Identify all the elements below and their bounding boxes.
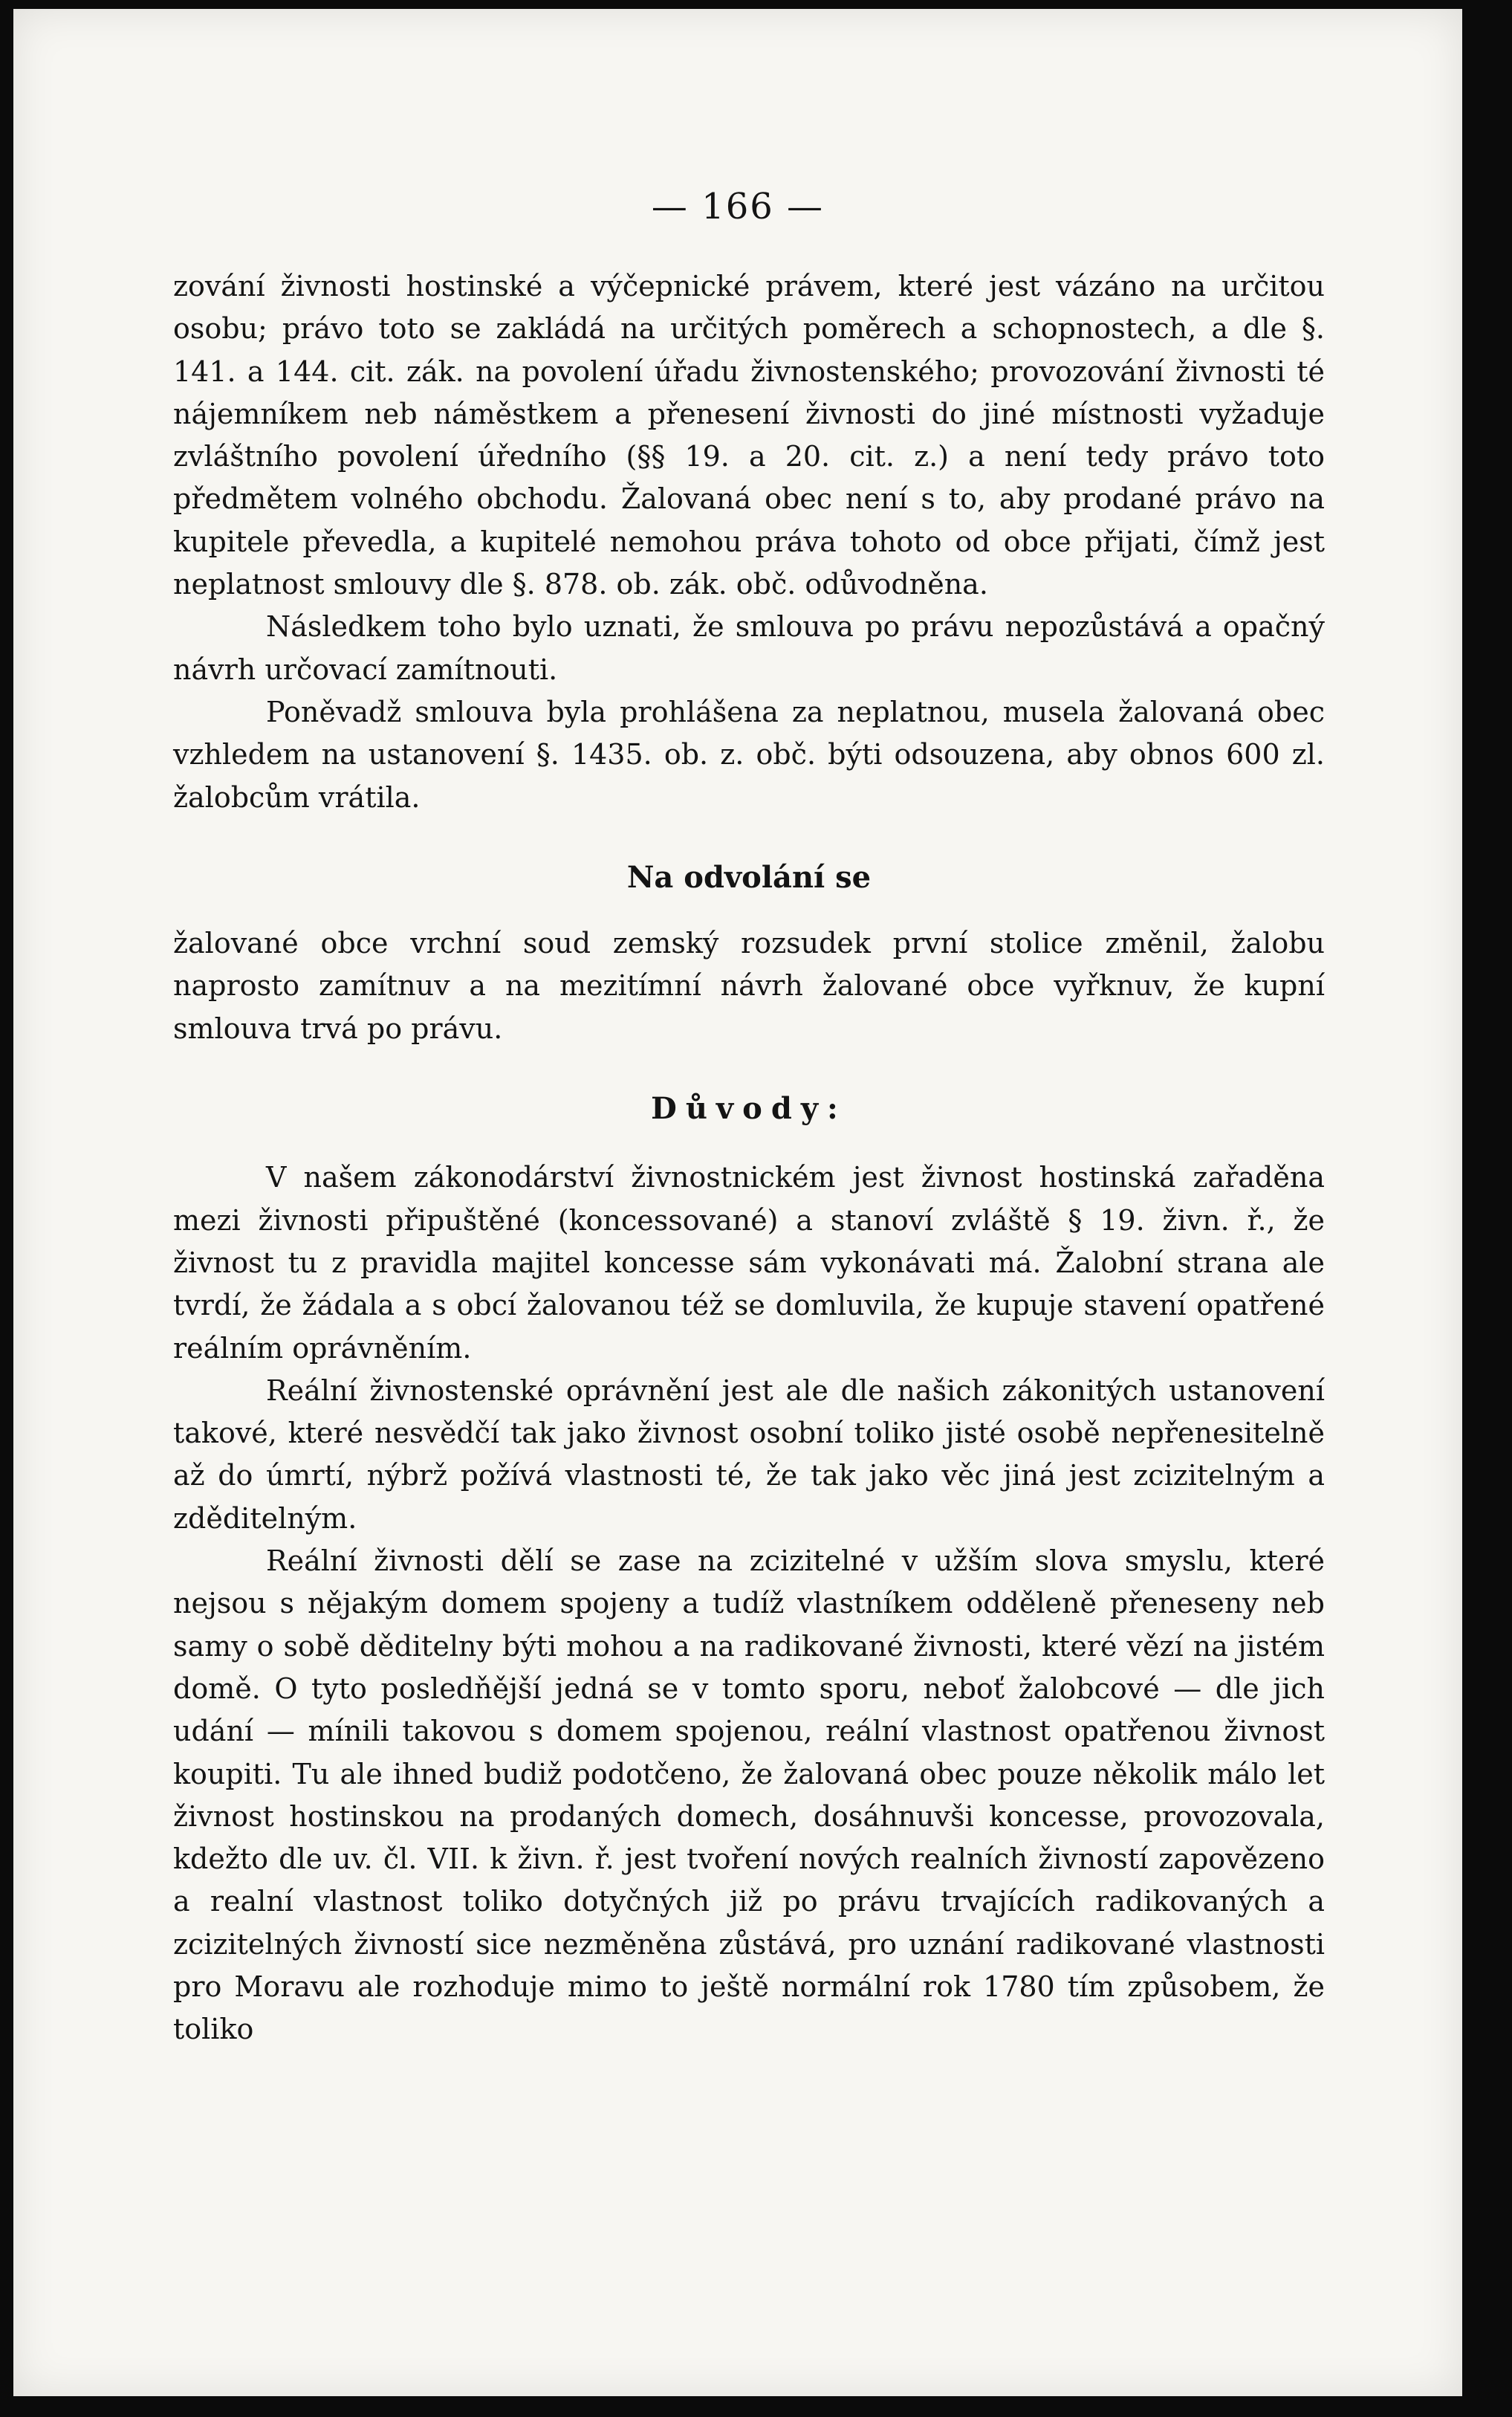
body-text xyxy=(173,265,1325,2051)
heading-reasons: Důvody: xyxy=(651,1091,847,1127)
paragraph-sentence: Poněvadž smlouva byla prohlášena za neplatnou, musela žalovaná obec vzhledem na ustanovení §. 1435. ob. z. obč. býti odsouzena, aby obnos 600 zl. žalobcům vrátila. xyxy=(173,695,1325,814)
paragraph-reason-2: Reální živnostenské oprávnění jest ale dle našich zákonitých ustanovení takové, které nesvědčí tak jako živnost osobní toliko jisté osobě nepřenesitelně až do úmrtí, nýbrž požívá vlastnosti té, že tak jako věc jiná jest zcizitelným a zděditelným. xyxy=(173,1373,1325,1535)
paragraph-reason-1: V našem zákonodárství živnostnickém jest živnost hostinská zařaděna mezi živnosti připuštěné (koncessované) a stanoví zvláště § 19. živn. ř., že živnost tu z pravidla majitel koncesse sám vykonávati má. Žalobní strana ale tvrdí, že žádala a s obcí žalovanou též se domluvila, že kupuje stavení opatřené reálním oprávněním. xyxy=(173,1161,1325,1365)
paragraph-continued: zování živnosti hostinské a výčepnické právem, které jest vázáno na určitou osobu; právo toto se zakládá na určitých poměrech a schopnostech, a dle §. 141. a 144. cit. zák. na povolení úřadu živnostenského; provozování živnosti té nájemníkem neb náměstkem a přenesení živnosti do jiné místnosti vyžaduje zvláštního povolení úředního (§§ 19. a 20. cit. z.) a není tedy právo toto předmětem volného obchodu. Žalovaná obec není s to, aby prodané právo na kupitele převedla, a kupitelé nemohou práva tohoto od obce přijati, čímž jest neplatnost smlouvy dle §. 878. ob. zák. obč. odůvodněna. xyxy=(173,270,1325,601)
document-page xyxy=(13,9,1462,2396)
paragraph-consequence: Následkem toho bylo uznati, že smlouva po právu nepozůstává a opačný návrh určovací zamítnouti. xyxy=(173,610,1325,686)
heading-appeal: Na odvolání se xyxy=(626,859,872,895)
paragraph-appeal: žalované obce vrchní soud zemský rozsudek první stolice změnil, žalobu naprosto zamítnuv a na mezitímní návrh žalované obce vyřknuv, že kupní smlouva trvá po právu. xyxy=(173,927,1325,1045)
page-number: — 166 — xyxy=(651,186,825,227)
paragraph-reason-3: Reální živnosti dělí se zase na zcizitelné v užším slova smyslu, které nejsou s nějakým domem spojeny a tudíž vlastníkem odděleně přeneseny neb samy o sobě děditelny býti mohou a na radikované živnosti, které vězí na jistém domě. O tyto posledňější jedná se v tomto sporu, neboť žalobcové — dle jich udání — mínili takovou s domem spojenou, reální vlastnost opatřenou živnost koupiti. Tu ale ihned budiž podotčeno, že žalovaná obec pouze několik málo let živnost hostinskou na prodaných domech, dosáhnuvši koncesse, provozovala, kdežto dle uv. čl. VII. k živn. ř. jest tvoření nových realních živností zapovězeno a realní vlastnost toliko dotyčných již po právu trvajících radikovaných a zcizitelných živností sice nezměněna zůstává, pro uznání radikované vlastnosti pro Moravu ale rozhoduje mimo to ještě normální rok 1780 tím způsobem, že toliko xyxy=(173,1544,1325,2046)
